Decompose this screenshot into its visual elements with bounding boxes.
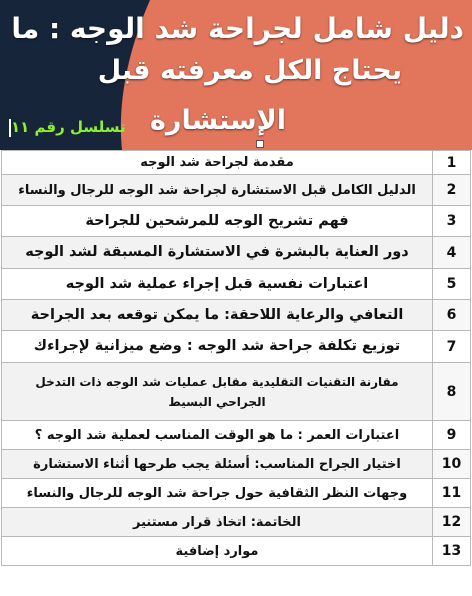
row-number: 5 (433, 269, 471, 300)
row-number: 9 (433, 421, 471, 450)
header-banner (0, 0, 472, 150)
row-title: اختيار الجراح المناسب: أسئلة يجب طرحها أثناء الاستشارة (2, 450, 433, 479)
row-number: 10 (433, 450, 471, 479)
row-number: 2 (433, 175, 471, 206)
row-number: 3 (433, 206, 471, 237)
row-title: اعتبارات نفسية قبل إجراء عملية شد الوجه (2, 269, 433, 300)
row-number: 1 (433, 151, 471, 175)
row-title: توزيع تكلفة جراحة شد الوجه : وضع ميزانية لإجراءك (2, 331, 433, 363)
row-title: وجهات النظر الثقافية حول جراحة شد الوجه للرجال والنساء (2, 479, 433, 508)
row-number: 13 (433, 537, 471, 566)
table-of-contents (1, 150, 471, 566)
row-number: 12 (433, 508, 471, 537)
row-number: 11 (433, 479, 471, 508)
row-number: 6 (433, 300, 471, 331)
row-number: 7 (433, 331, 471, 363)
row-title: فهم تشريح الوجه للمرشحين للجراحة (2, 206, 433, 237)
table-row (2, 331, 471, 363)
serial-number-text: تسلسل رقم ١١ (11, 118, 126, 136)
table-row (2, 537, 471, 566)
title-line-3: الإستشارة (149, 105, 286, 136)
row-title: دور العناية بالبشرة في الاستشارة المسبقة لشد الوجه (2, 237, 433, 269)
row-title: موارد إضافية (2, 537, 433, 566)
table-row (2, 421, 471, 450)
title-line-1: دليل شامل لجراحة شد الوجه : ما (11, 12, 464, 45)
table-row (2, 363, 471, 421)
row-title: مقدمة لجراحة شد الوجه (2, 151, 433, 175)
table-row (2, 237, 471, 269)
title-line-2: يحتاج الكل معرفته قبل (97, 55, 402, 86)
row-title: التعافي والرعاية اللاحقة: ما يمكن توقعه بعد الجراحة (2, 300, 433, 331)
table-row (2, 479, 471, 508)
table-row (2, 450, 471, 479)
table-row (2, 269, 471, 300)
row-title: الدليل الكامل قبل الاستشارة لجراحة شد الوجه للرجال والنساء (2, 175, 433, 206)
small-square-mark (256, 140, 264, 148)
row-title: مقارنة التقنيات التقليدية مقابل عمليات شد الوجه ذات التدخل الجراحي البسيط (2, 363, 433, 421)
table-row (2, 300, 471, 331)
row-title: اعتبارات العمر : ما هو الوقت المناسب لعملية شد الوجه ؟ (2, 421, 433, 450)
row-number: 4 (433, 237, 471, 269)
table-row (2, 508, 471, 537)
table-row (2, 151, 471, 175)
table-row (2, 175, 471, 206)
row-title: الخاتمة: اتخاذ قرار مستنير (2, 508, 433, 537)
row-number: 8 (433, 363, 471, 421)
table-row (2, 206, 471, 237)
serial-number-label (2, 116, 130, 138)
